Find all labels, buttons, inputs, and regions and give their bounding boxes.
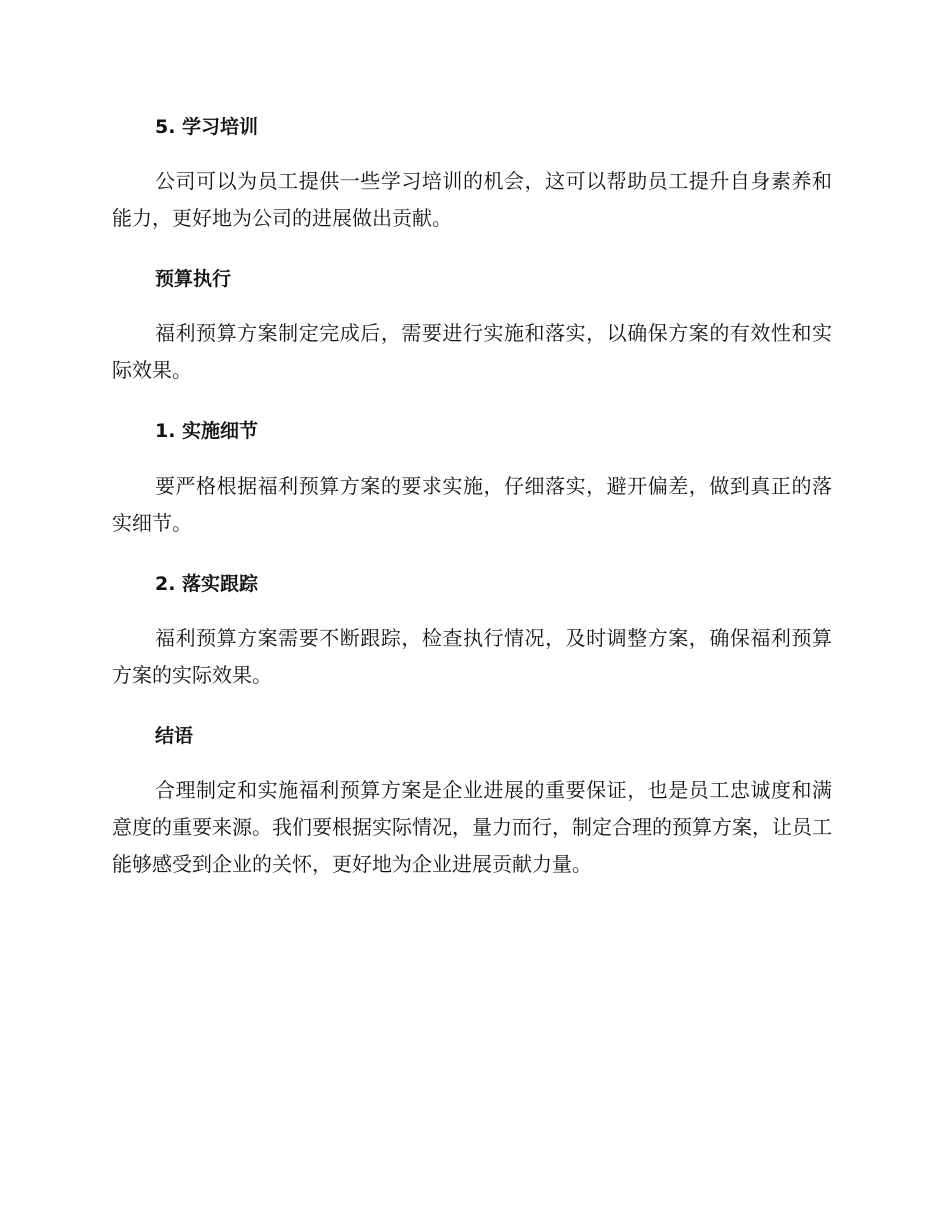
section-paragraph-implementation-details: 要严格根据福利预算方案的要求实施，仔细落实，避开偏差，做到真正的落实细节。 [112, 474, 832, 535]
section-heading-implementation-details: 1. 实施细节 [155, 420, 259, 442]
section-paragraph-learning-training: 公司可以为员工提供一些学习培训的机会，这可以帮助员工提升自身素养和能力，更好地为公司的进展做出贡献。 [112, 169, 832, 230]
section-heading-budget-execution: 预算执行 [155, 268, 232, 290]
section-paragraph-implementation-tracking: 福利预算方案需要不断跟踪，检查执行情况，及时调整方案，确保福利预算方案的实际效果。 [112, 626, 832, 687]
section-paragraph-conclusion: 合理制定和实施福利预算方案是企业进展的重要保证，也是员工忠诚度和满意度的重要来源。我们要根据实际情况，量力而行，制定合理的预算方案，让员工能够感受到企业的关怀，更好地为企业进展贡献力量。 [112, 778, 832, 876]
section-heading-conclusion: 结语 [155, 725, 194, 747]
section-heading-implementation-tracking: 2. 落实跟踪 [155, 573, 259, 595]
section-heading-learning-training: 5. 学习培训 [155, 116, 259, 138]
section-paragraph-budget-execution: 福利预算方案制定完成后，需要进行实施和落实，以确保方案的有效性和实际效果。 [112, 321, 832, 382]
